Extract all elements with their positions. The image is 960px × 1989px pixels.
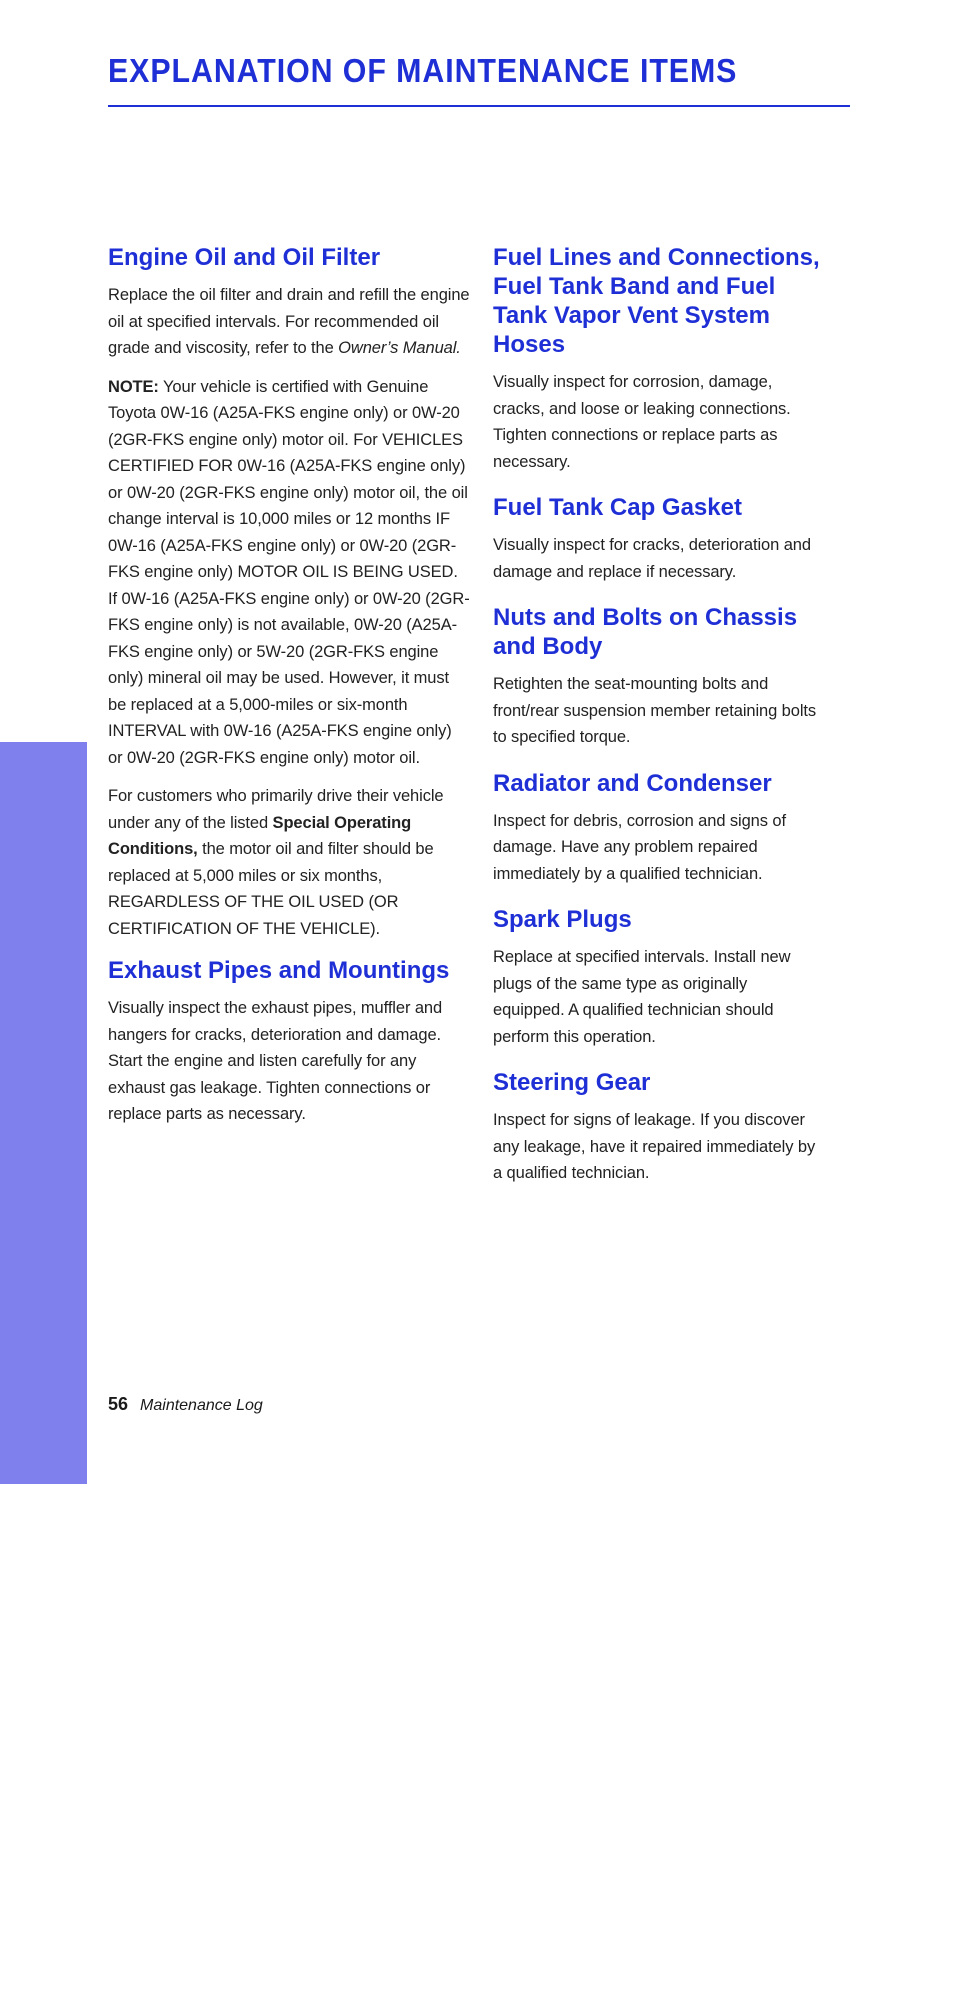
page-title: EXPLANATION OF MAINTENANCE ITEMS: [108, 52, 738, 89]
section-heading: Engine Oil and Oil Filter: [108, 244, 381, 271]
section-steering: [493, 1068, 823, 1187]
section-nuts-bolts: [493, 603, 823, 751]
special-conditions-paragraph: [108, 783, 470, 942]
exhaust-paragraph: Visually inspect the exhaust pipes, muffler and hangers for cracks, deterioration and damage. Start the engine and listen carefully for any exhaust gas leakage. Tighten connections or replace parts as necessary.: [108, 999, 443, 1123]
engine-oil-text: Replace the oil filter and drain and refill the engine oil at specified intervals. For recommended oil grade and viscosity, refer to the: [108, 286, 470, 357]
page-footer: [108, 1394, 263, 1415]
engine-oil-paragraph: [108, 282, 470, 362]
section-radiator: [493, 769, 823, 888]
special-conditions-bold: Special Operating Conditions,: [108, 813, 412, 858]
section-fuel-lines: [493, 243, 823, 475]
title-divider: [108, 105, 850, 107]
section-heading: Radiator and Condenser: [493, 769, 772, 797]
left-column: [108, 243, 470, 1142]
section-exhaust: [108, 956, 470, 1128]
steering-paragraph: Inspect for signs of leakage. If you discover any leakage, have it repaired immediately by a qualified technician.: [493, 1111, 816, 1182]
section-engine-oil: [108, 243, 470, 942]
special-conditions-text-post: the motor oil and filter should be replaced at 5,000 miles or six months, REGARDLESS OF THE OIL USED (OR CERTIFICATION OF THE VEHICLE).: [108, 840, 434, 938]
section-heading: Steering Gear: [493, 1069, 651, 1096]
section-heading: Nuts and Bolts on Chassis and Body: [493, 604, 798, 660]
side-tab-label: MAINTENANCE: [25, 1715, 60, 1989]
right-column: [493, 243, 823, 1205]
fuel-cap-paragraph: Visually inspect for cracks, deterioration and damage and replace if necessary.: [493, 536, 811, 581]
section-heading: Fuel Lines and Connections, Fuel Tank Band and Fuel Tank Vapor Vent System Hoses: [493, 244, 820, 358]
section-spark-plugs: [493, 905, 823, 1050]
section-heading: Spark Plugs: [493, 906, 632, 933]
spark-plugs-paragraph: Replace at specified intervals. Install new plugs of the same type as originally equipped. A qualified technician should perform this operation.: [493, 948, 791, 1046]
special-conditions-text-pre: For customers who primarily drive their vehicle under any of the listed: [108, 787, 444, 832]
section-heading: Exhaust Pipes and Mountings: [108, 957, 450, 984]
nuts-bolts-paragraph: Retighten the seat-mounting bolts and front/rear suspension member retaining bolts to specified torque.: [493, 675, 817, 746]
note-text: Your vehicle is certified with Genuine Toyota 0W-16 (A25A-FKS engine only) or 0W-20 (2GR-FKS engine only) motor oil. For VEHICLES CERTIFIED FOR 0W-16 (A25A-FKS engine only) or 0W-20 (2GR-FKS engine only) motor oil, the oil change interval is 10,000 miles or 12 months IF 0W-16 (A25A-FKS engine only) or 0W-20 (2GR-FKS engine only) MOTOR OIL IS BEING USED. If 0W-16 (A25A-FKS engine only) or 0W-20 (2GR-FKS engine only) is not available, 0W-20 (A25A-FKS engine only) or 5W-20 (2GR-FKS engine only) mineral oil may be used. However, it must be replaced at a 5,000-miles or six-month INTERVAL with 0W-16 (A25A-FKS engine only) or 0W-20 (2GR-FKS engine only) motor oil.: [108, 377, 470, 767]
engine-oil-note: [108, 374, 470, 772]
fuel-lines-paragraph: Visually inspect for corrosion, damage, cracks, and loose or leaking connections. Tighten connections or replace parts as necessary.: [493, 373, 791, 471]
side-tab: [0, 742, 87, 1989]
note-label: NOTE:: [108, 377, 159, 396]
section-fuel-cap: [493, 493, 823, 585]
page-number: 56: [108, 1394, 129, 1414]
owners-manual-reference: Owner’s Manual.: [338, 339, 461, 357]
radiator-paragraph: Inspect for debris, corrosion and signs of damage. Have any problem repaired immediately by a qualified technician.: [493, 811, 786, 883]
section-heading: Fuel Tank Cap Gasket: [493, 494, 742, 521]
footer-label: Maintenance Log: [140, 1397, 263, 1414]
